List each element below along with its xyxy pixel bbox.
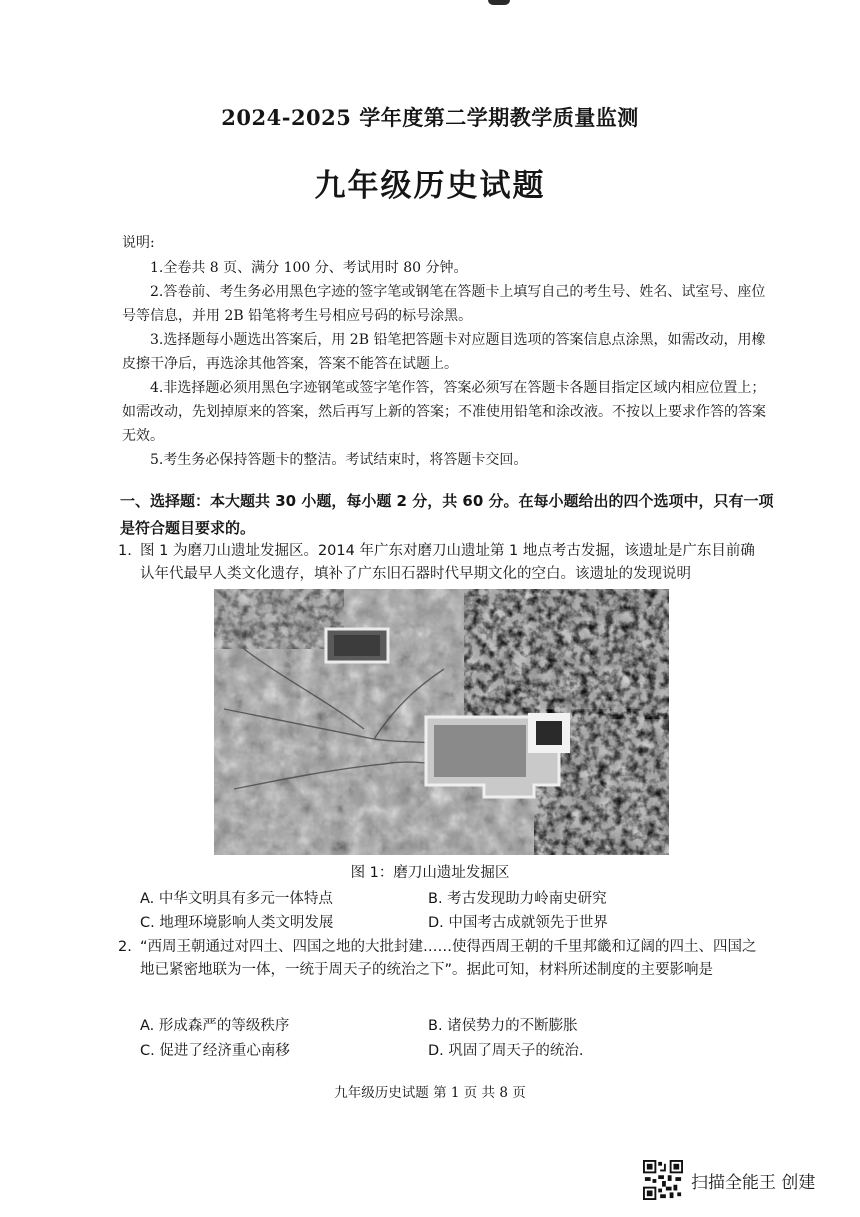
excavation-pit-main [426,713,570,797]
question-1 [118,540,758,586]
qr-code-icon [643,1160,683,1200]
option-1b: B. 考古发现助力岭南史研究 [428,891,607,907]
binding-mark [488,0,510,5]
instruction-item: 4.非选择题必须用黑色字迹钢笔或签字笔作答，答案必须写在答题卡各题目指定区域内相应位置上；如需改动，先划掉原来的答案，然后再写上新的答案；不准使用铅笔和涂改液。不按以上要求作答的答案无效。 [122,380,766,444]
watermark-text: 扫描全能王 创建 [691,1172,816,1193]
question-number: 1. [118,543,132,559]
option-2b: B. 诸侯势力的不断膨胀 [428,1018,578,1034]
page-footer: 九年级历史试题 第 1 页 共 8 页 [334,1085,526,1101]
excavation-site-aerial-photo [214,589,669,855]
option-1d: D. 中国考古成就领先于世界 [428,915,608,931]
question-2 [118,936,758,982]
option-1a: A. 中华文明具有多元一体特点 [140,891,333,907]
option-2a: A. 形成森严的等级秩序 [140,1018,290,1034]
instruction-item: 1.全卷共 8 页、满分 100 分、考试用时 80 分钟。 [150,260,468,276]
instruction-item: 2.答卷前、考生务必用黑色字迹的签字笔或钢笔在答题卡上填写自己的考生号、姓名、试室号、座位号等信息，并用 2B 铅笔将考生号相应号码的标号涂黑。 [122,284,766,324]
option-1c: C. 地理环境影响人类文明发展 [140,915,334,931]
scanner-watermark [643,1160,815,1200]
instructions-heading: 说明: [122,235,155,251]
exam-title: 2024-2025 学年度第二学期教学质量监测 [221,105,639,130]
figure-caption: 图 1：磨刀山遗址发掘区 [350,865,510,881]
option-2c: C. 促进了经济重心南移 [140,1043,290,1059]
instructions-list [122,256,767,472]
instruction-item: 3.选择题每小题选出答案后，用 2B 铅笔把答题卡对应题目选项的答案信息点涂黑，如需改动，用橡皮擦干净后，再选涂其他答案，答案不能答在试题上。 [122,332,766,372]
section-heading: 一、选择题：本大题共 30 小题，每小题 2 分，共 60 分。在每小题给出的四个选项中，只有一项是符合题目要求的。 [120,492,774,537]
question-stem: “西周王朝通过对四土、四国之地的大批封建……使得西周王朝的千里邦畿和辽阔的四土、四国之地已紧密地联为一体，一统于周天子的统治之下”。据此可知，材料所述制度的主要影响是 [140,939,757,978]
exam-subject-title: 九年级历史试题 [314,168,546,204]
excavation-pit-upper [326,629,388,662]
question-stem: 图 1 为磨刀山遗址发掘区。2014 年广东对磨刀山遗址第 1 地点考古发掘，该遗址是广东目前确认年代最早人类文化遗存，填补了广东旧石器时代早期文化的空白。该遗址的发现说明 [140,543,755,582]
question-number: 2. [118,939,132,955]
instruction-item: 5.考生务必保持答题卡的整洁。考试结束时，将答题卡交回。 [150,452,528,468]
option-2d: D. 巩固了周天子的统治. [428,1043,584,1059]
